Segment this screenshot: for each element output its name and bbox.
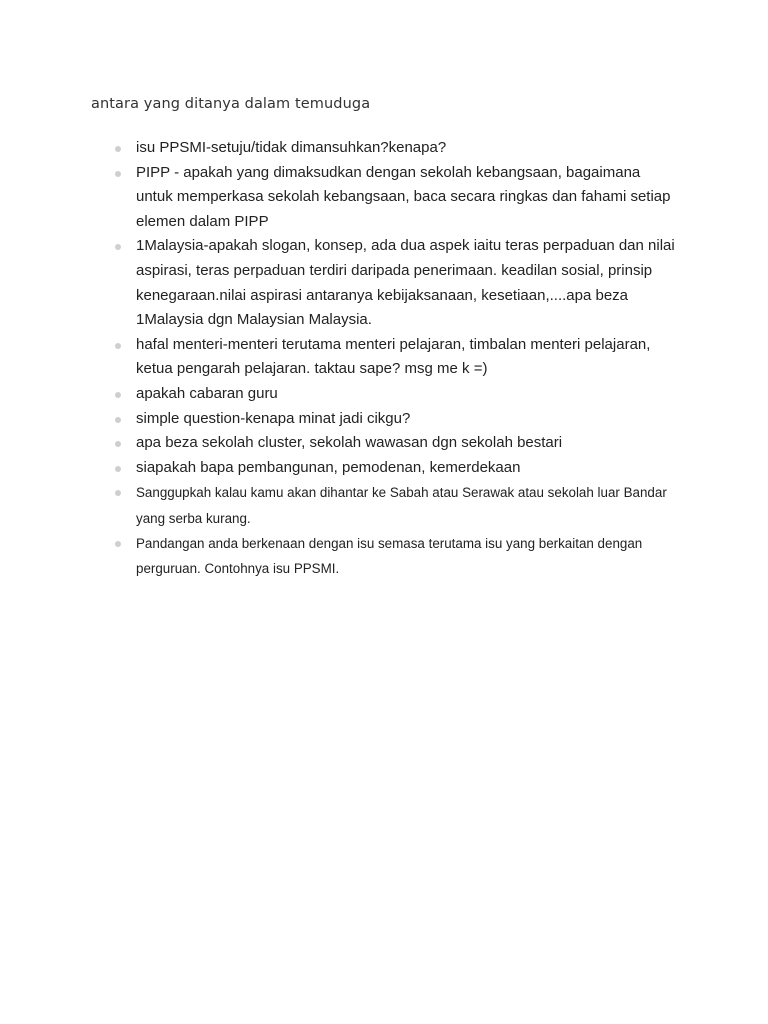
bullet-icon	[115, 171, 121, 177]
list-item	[136, 161, 676, 235]
list-item-text: Pandangan anda berkenaan dengan isu semasa terutama isu yang berkaitan dengan perguruan. Contohnya isu PPSMI.	[136, 535, 643, 577]
list-item	[136, 531, 676, 582]
list-item	[136, 333, 676, 382]
list-item-text: Sanggupkah kalau kamu akan dihantar ke Sabah atau Serawak atau sekolah luar Bandar yang serba kurang.	[136, 485, 667, 526]
list-item-text: apakah cabaran guru	[136, 384, 278, 402]
list-item-text: hafal menteri-menteri terutama menteri pelajaran, timbalan menteri pelajaran, ketua pengarah pelajaran. taktau sape? msg me k =)	[136, 335, 651, 378]
bullet-icon	[115, 417, 121, 423]
bullet-icon	[115, 490, 121, 496]
list-item-text: simple question-kenapa minat jadi cikgu?	[136, 409, 411, 427]
question-list	[136, 136, 676, 582]
list-item	[136, 136, 676, 161]
list-item-text: siapakah bapa pembangunan, pemodenan, kemerdekaan	[136, 458, 521, 476]
list-item	[136, 407, 676, 432]
bullet-icon	[115, 244, 121, 250]
list-item-text: isu PPSMI-setuju/tidak dimansuhkan?kenapa?	[136, 139, 447, 156]
list-item	[136, 456, 676, 481]
list-item	[136, 234, 676, 332]
document-heading: antara yang ditanya dalam temuduga	[91, 96, 371, 112]
list-item-text: apa beza sekolah cluster, sekolah wawasan dgn sekolah bestari	[136, 434, 563, 452]
list-item-text: PIPP - apakah yang dimaksudkan dengan sekolah kebangsaan, bagaimana untuk memperkasa sekolah kebangsaan, baca secara ringkas dan fahami setiap elemen dalam PIPP	[136, 163, 671, 230]
list-item-text: 1Malaysia-apakah slogan, konsep, ada dua aspek iaitu teras perpaduan dan nilai aspirasi, teras perpaduan terdiri daripada penerimaan. keadilan sosial, prinsip kenegaraan.nilai aspirasi antaranya kebijaksanaan, kesetiaan,....apa beza 1Malaysia dgn Malaysian Malaysia.	[136, 237, 675, 329]
bullet-icon	[115, 343, 121, 349]
list-item	[136, 431, 676, 456]
bullet-icon	[115, 392, 121, 398]
list-item	[136, 480, 676, 531]
list-item	[136, 382, 676, 407]
bullet-icon	[115, 146, 121, 152]
bullet-icon	[115, 541, 121, 547]
bullet-icon	[115, 466, 121, 472]
bullet-icon	[115, 441, 121, 447]
